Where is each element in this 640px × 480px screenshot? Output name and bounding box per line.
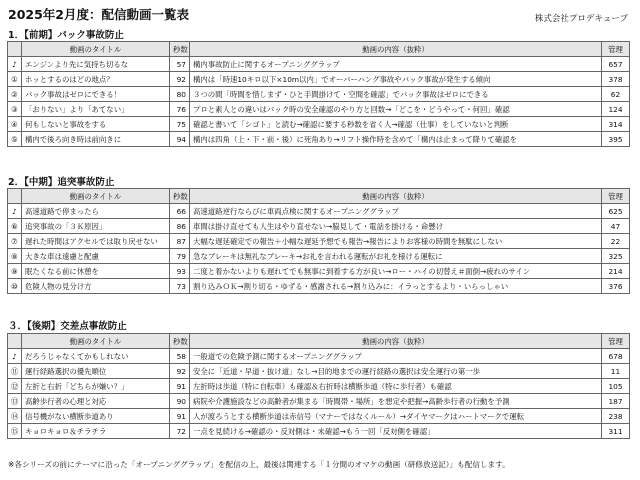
- video-title: 「おりない」より「あてない」: [22, 102, 170, 117]
- video-title: 遅れた時間はアクセルでは取り戻せない: [22, 234, 170, 249]
- manage-number: 311: [602, 424, 630, 439]
- video-title: だろうじゃなくてかもしれない: [22, 349, 170, 364]
- video-table: [7, 333, 630, 439]
- section-title: 1．【前期】バック事故防止: [8, 30, 124, 41]
- table-row: [8, 72, 630, 87]
- column-header-num: [8, 42, 22, 57]
- video-title: 構内で後ろ向き時は前向きに: [22, 132, 170, 147]
- video-seconds: 58: [170, 349, 190, 364]
- row-number: ⑧: [8, 249, 22, 264]
- video-seconds: 57: [170, 57, 190, 72]
- video-title: 追突事故の「３Ｋ原因」: [22, 219, 170, 234]
- column-header-title: 動画のタイトル: [22, 334, 170, 349]
- table-row: [8, 409, 630, 424]
- row-number: ⑪: [8, 364, 22, 379]
- video-title: 高齢歩行者の心理と対応: [22, 394, 170, 409]
- column-header-num: [8, 189, 22, 204]
- table-header-row: [8, 42, 630, 57]
- video-title: 大きな車は遠慮と配慮: [22, 249, 170, 264]
- video-title: 信号機がない横断歩道あり: [22, 409, 170, 424]
- video-title: キョロキョロ＆チラチラ: [22, 424, 170, 439]
- table-row: [8, 394, 630, 409]
- table-row: [8, 87, 630, 102]
- video-title: 危険人物の見分け方: [22, 279, 170, 294]
- video-content: ３つの間「時間を惜しまず・ひと手間掛けて・空間を確認」でバック事故はゼロにできる: [190, 87, 602, 102]
- manage-number: 376: [602, 279, 630, 294]
- table-row: [8, 102, 630, 117]
- row-number: ①: [8, 72, 22, 87]
- video-content: 左折時は歩道（特に自転車）も確認＆右折時は横断歩道（特に歩行者）も確認: [190, 379, 602, 394]
- footnote: ※各シリーズの前にテーマに沿った「オープニンググラップ」を配信の上、最後は関連する「１分間のオマケの動画（研修放送記）」も配信します。: [8, 460, 510, 469]
- table-row: [8, 349, 630, 364]
- column-header-content: 動画の内容（抜粋）: [190, 42, 602, 57]
- video-table: [7, 188, 630, 294]
- video-content: 構内事故防止に関するオープニンググラップ: [190, 57, 602, 72]
- manage-number: 11: [602, 364, 630, 379]
- video-title: 運行経路選択の優先順位: [22, 364, 170, 379]
- manage-number: 678: [602, 349, 630, 364]
- manage-number: 214: [602, 264, 630, 279]
- video-content: 構内は四角（上・下・前・後）に死角あり→リフト操作時を含めて「構内は止まって降りて確認を: [190, 132, 602, 147]
- row-number: ⑥: [8, 219, 22, 234]
- row-number: ⑫: [8, 379, 22, 394]
- video-title: エンジンより先に気持ち切るな: [22, 57, 170, 72]
- video-content: 構内は「時速10キロ以下×10m以内」でオーバーハング事故やバック事故が発生する傾向: [190, 72, 602, 87]
- table-header-row: [8, 334, 630, 349]
- video-content: 病院や介護施設などの高齢者が集まる「時間帯・場所」を想定や把握→高齢歩行者の行動を予測: [190, 394, 602, 409]
- manage-number: 314: [602, 117, 630, 132]
- video-content: プロと素人との違いはバック時の安全確認のやり方と回数→「どこを・どうやって・何回」確認: [190, 102, 602, 117]
- video-content: 車間は掛け直せても人生はやり直せない→脇見して・電話を掛ける・命懸け: [190, 219, 602, 234]
- video-seconds: 91: [170, 379, 190, 394]
- table-row: [8, 117, 630, 132]
- video-seconds: 92: [170, 72, 190, 87]
- video-seconds: 86: [170, 219, 190, 234]
- manage-number: 22: [602, 234, 630, 249]
- column-header-manage: 管理: [602, 334, 630, 349]
- table-row: [8, 204, 630, 219]
- video-seconds: 94: [170, 132, 190, 147]
- table-row: [8, 279, 630, 294]
- video-content: 高速道路逆行ならびに車両点検に関するオープニンググラップ: [190, 204, 602, 219]
- row-number: ♪: [8, 57, 22, 72]
- table-row: [8, 424, 630, 439]
- manage-number: 62: [602, 87, 630, 102]
- column-header-title: 動画のタイトル: [22, 42, 170, 57]
- manage-number: 378: [602, 72, 630, 87]
- video-content: 大幅な遅延確定での報告＋小幅な遅延予想でも報告→報告によりお客様の時間を無駄にしない: [190, 234, 602, 249]
- column-header-manage: 管理: [602, 42, 630, 57]
- table-row: [8, 219, 630, 234]
- table-row: [8, 249, 630, 264]
- video-title: 高速道路で停まったら: [22, 204, 170, 219]
- video-table: [7, 41, 630, 147]
- video-content: 一般道での危険予測に関するオープニンググラップ: [190, 349, 602, 364]
- video-content: 確認と書いて「シゴト」と読む→確認に要する秒数を省く人→確認（仕事）をしていないと判断: [190, 117, 602, 132]
- video-content: 一点を見続ける→確認の・反対側は・未確認→もう一回「反対側を確認」: [190, 424, 602, 439]
- table-header-row: [8, 189, 630, 204]
- video-title: ホッとするのはどの地点？: [22, 72, 170, 87]
- video-seconds: 66: [170, 204, 190, 219]
- column-header-content: 動画の内容（抜粋）: [190, 189, 602, 204]
- column-header-content: 動画の内容（抜粋）: [190, 334, 602, 349]
- video-content: 割り込みＯＫ→割り切る・ゆずる・感謝される→割り込みに：イラっとするより・いらっしゃい: [190, 279, 602, 294]
- row-number: ⑭: [8, 409, 22, 424]
- table-row: [8, 57, 630, 72]
- manage-number: 105: [602, 379, 630, 394]
- manage-number: 187: [602, 394, 630, 409]
- column-header-manage: 管理: [602, 189, 630, 204]
- video-title: 眠たくなる前に休憩を: [22, 264, 170, 279]
- video-seconds: 76: [170, 102, 190, 117]
- column-header-title: 動画のタイトル: [22, 189, 170, 204]
- row-number: ④: [8, 117, 22, 132]
- manage-number: 657: [602, 57, 630, 72]
- video-seconds: 91: [170, 409, 190, 424]
- manage-number: 47: [602, 219, 630, 234]
- video-seconds: 93: [170, 264, 190, 279]
- video-seconds: 87: [170, 234, 190, 249]
- video-content: 人が渡ろうとする横断歩道は赤信号（マナーではなくルール）→ダイヤマークはハートマークで運転: [190, 409, 602, 424]
- row-number: ⑦: [8, 234, 22, 249]
- video-content: 急なブレーキは無礼なブレーキ→お礼を言われる運転がお礼を様ける運転に: [190, 249, 602, 264]
- table-row: [8, 132, 630, 147]
- video-title: 何もしないと事故をする: [22, 117, 170, 132]
- row-number: ⑮: [8, 424, 22, 439]
- column-header-seconds: 秒数: [170, 334, 190, 349]
- video-content: 二度と着かないよりも遅れてでも無事に到着する方が良い→ロー・ハイの切替え＃面倒→疲れのサイン: [190, 264, 602, 279]
- video-seconds: 92: [170, 364, 190, 379]
- section-title: ３．【後期】交差点事故防止: [8, 321, 127, 332]
- video-seconds: 75: [170, 117, 190, 132]
- video-seconds: 90: [170, 394, 190, 409]
- table-row: [8, 364, 630, 379]
- column-header-seconds: 秒数: [170, 189, 190, 204]
- row-number: ⑩: [8, 279, 22, 294]
- row-number: ⑬: [8, 394, 22, 409]
- manage-number: 124: [602, 102, 630, 117]
- table-row: [8, 234, 630, 249]
- video-content: 安全に「近道・早道・抜け道」なし→目的地までの運行経路の選択は安全運行の第一歩: [190, 364, 602, 379]
- table-row: [8, 379, 630, 394]
- video-seconds: 73: [170, 279, 190, 294]
- manage-number: 238: [602, 409, 630, 424]
- video-seconds: 72: [170, 424, 190, 439]
- manage-number: 325: [602, 249, 630, 264]
- manage-number: 395: [602, 132, 630, 147]
- video-title: バック事故はゼロにできる！: [22, 87, 170, 102]
- video-seconds: 79: [170, 249, 190, 264]
- row-number: ⑤: [8, 132, 22, 147]
- row-number: ②: [8, 87, 22, 102]
- manage-number: 625: [602, 204, 630, 219]
- section-title: 2．【中期】追突事故防止: [8, 177, 115, 188]
- video-title: 左折と右折「どちらが嫌い？」: [22, 379, 170, 394]
- row-number: ♪: [8, 349, 22, 364]
- row-number: ③: [8, 102, 22, 117]
- row-number: ⑨: [8, 264, 22, 279]
- page-title: 2025年2月度：配信動画一覧表: [8, 7, 189, 22]
- column-header-num: [8, 334, 22, 349]
- row-number: ♪: [8, 204, 22, 219]
- table-row: [8, 264, 630, 279]
- column-header-seconds: 秒数: [170, 42, 190, 57]
- company-name: 株式会社プロデキューブ: [534, 14, 628, 24]
- video-seconds: 80: [170, 87, 190, 102]
